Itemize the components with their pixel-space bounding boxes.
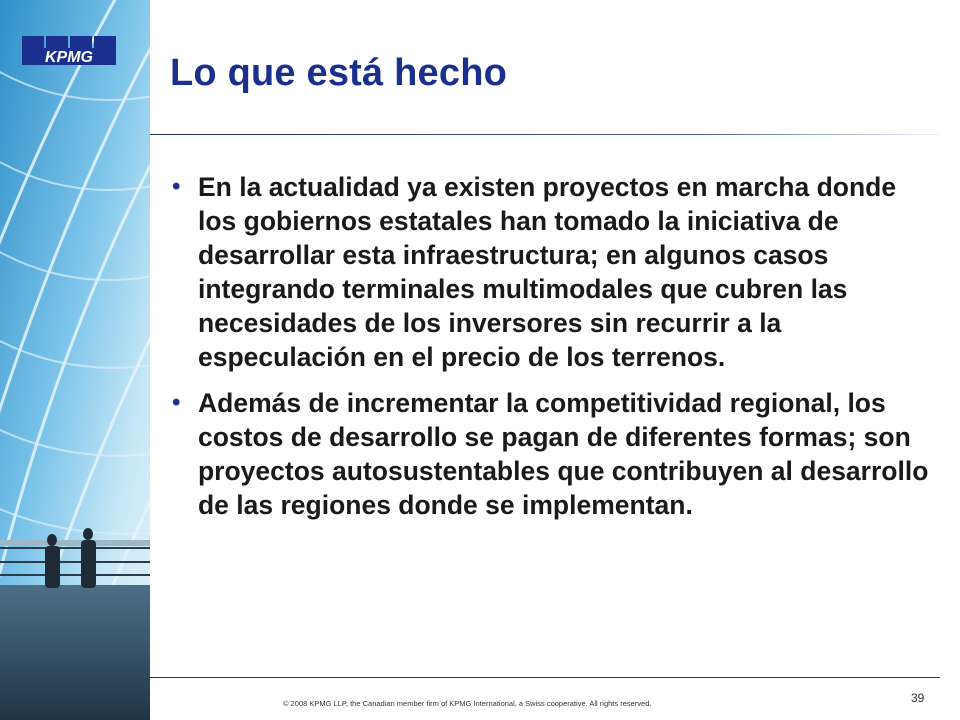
bullet-item-1: [170, 170, 930, 374]
kpmg-logo: [22, 36, 118, 66]
bullet-dot-icon: •: [172, 173, 181, 200]
logo-text: KPMG: [45, 49, 93, 66]
title-divider: [150, 134, 940, 135]
bullet-list: [170, 170, 930, 534]
bullet-text-1: En la actualidad ya existen proyectos en marcha donde los gobiernos estatales han tomado la iniciativa de desarrollar esta infraestructura; en algunos casos integrando terminales multimodales que cubren las necesidades de los inversores sin recurrir a la especulación en el precio de los terrenos.: [198, 172, 897, 372]
glass-dome-illustration: [0, 0, 150, 720]
footer-divider: [150, 677, 940, 678]
copyright-notice: © 2008 KPMG LLP, the Canadian member firm of KPMG International, a Swiss cooperative. All rights reserved.: [283, 699, 652, 708]
bullet-item-2: [170, 386, 930, 522]
slide-title: Lo que está hecho: [170, 52, 508, 94]
side-photo-glass-dome: [0, 0, 150, 720]
bullet-text-2: Además de incrementar la competitividad regional, los costos de desarrollo se pagan de diferentes formas; son proyectos autosustentables que contribuyen al desarrollo de las regiones donde se implementan.: [198, 388, 929, 520]
bullet-dot-icon: •: [172, 389, 181, 416]
page-number: 39: [911, 691, 925, 705]
